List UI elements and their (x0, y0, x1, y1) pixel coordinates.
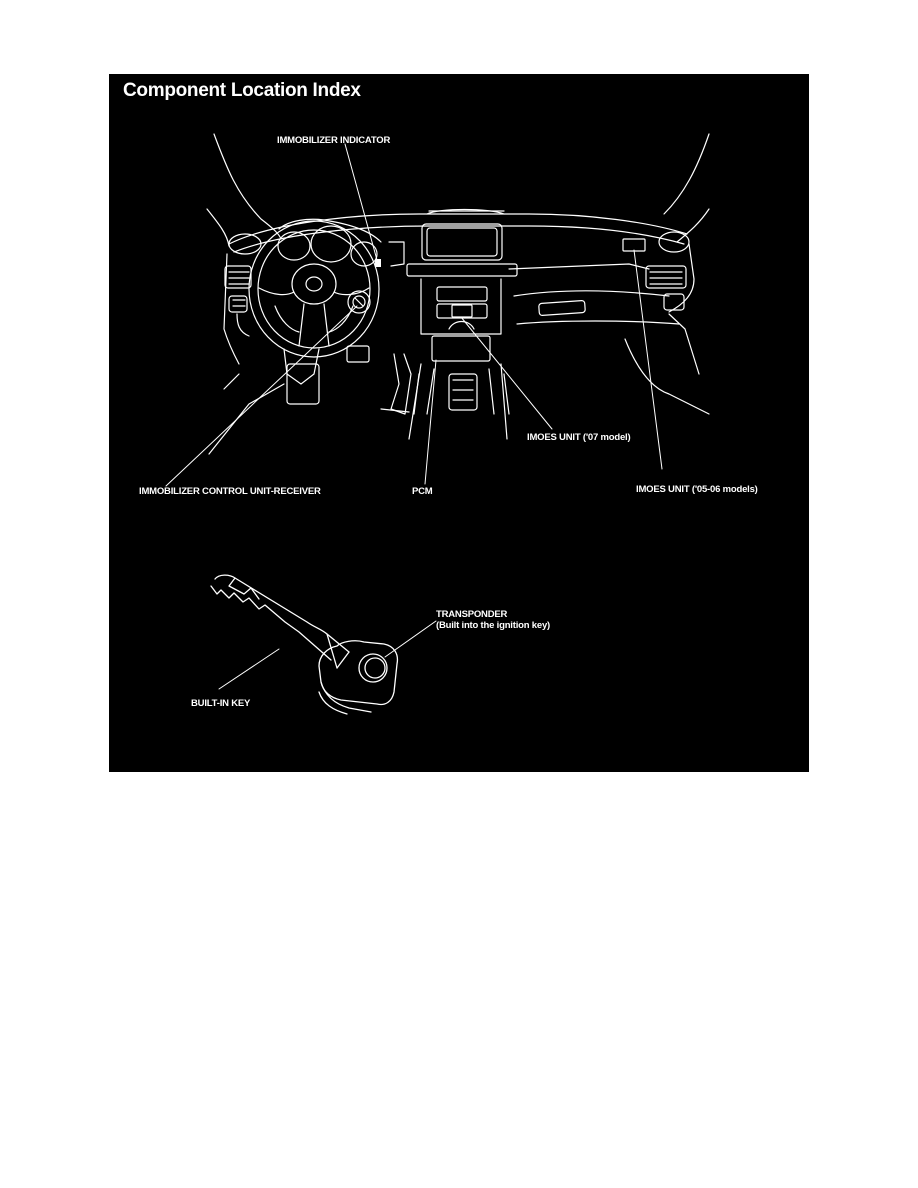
label-immobilizer-control-unit-receiver: IMMOBILIZER CONTROL UNIT-RECEIVER (139, 486, 321, 497)
left-air-vents (225, 234, 261, 312)
immobilizer-indicator-lamp (375, 259, 381, 267)
label-transponder-line2: (Built into the ignition key) (436, 620, 550, 631)
label-transponder-line1: TRANSPONDER (436, 609, 508, 620)
label-built-in-key: BUILT-IN KEY (191, 698, 251, 709)
center-stack (407, 224, 517, 439)
label-transponder (436, 609, 550, 631)
key-callout-leaders (219, 621, 436, 689)
component-location-diagram (109, 74, 809, 772)
imoes-unit-07-box (452, 305, 472, 317)
passenger-dash (509, 239, 709, 414)
ignition-key-illustration (211, 575, 397, 714)
navigation-screen (422, 224, 502, 260)
imoes-unit-05-06-box (623, 239, 645, 251)
steering-column-and-pedals (209, 346, 411, 454)
label-imoes-unit-05-06: IMOES UNIT ('05-06 models) (636, 484, 758, 495)
label-imoes-unit-07: IMOES UNIT ('07 model) (527, 432, 631, 443)
label-pcm: PCM (412, 486, 433, 497)
pcm-box (432, 336, 490, 361)
dashboard-line-illustration (109, 74, 809, 772)
diagram-title: Component Location Index (123, 80, 361, 101)
ignition-switch (348, 291, 370, 313)
label-immobilizer-indicator: IMMOBILIZER INDICATOR (277, 135, 391, 146)
glovebox-handle (539, 300, 586, 315)
